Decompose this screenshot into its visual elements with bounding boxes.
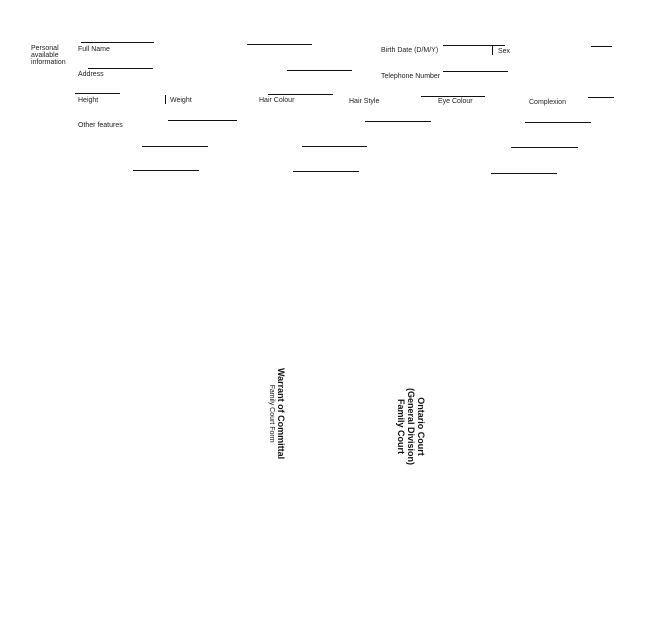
- extra-line-1b[interactable]: [302, 146, 367, 147]
- height-label: Height: [78, 97, 99, 104]
- address-line-2[interactable]: [287, 70, 352, 71]
- sex-line[interactable]: [591, 46, 612, 47]
- telephone-label: Telephone Number: [381, 73, 441, 80]
- court-division: (General Division): [406, 388, 416, 466]
- other-features-line-a[interactable]: [168, 120, 237, 121]
- court-branch: Family Court: [396, 399, 406, 455]
- extra-line-2b[interactable]: [293, 171, 359, 172]
- hair-colour-label: Hair Colour: [259, 97, 295, 104]
- personal-info-note: [31, 45, 66, 66]
- other-features-line-b[interactable]: [365, 121, 431, 122]
- birth-date-line[interactable]: [443, 45, 505, 46]
- birth-date-label: Birth Date (D/M/Y): [381, 47, 439, 54]
- extra-line-1a[interactable]: [142, 146, 208, 147]
- form-title-block: [267, 368, 286, 459]
- extra-line-2a[interactable]: [133, 170, 199, 171]
- complexion-line[interactable]: [588, 97, 614, 98]
- eye-colour-label: Eye Colour: [438, 98, 473, 105]
- personal-info-note-line-3: information: [31, 59, 66, 66]
- full-name-line-2[interactable]: [247, 44, 312, 45]
- full-name-line[interactable]: [81, 42, 154, 43]
- full-name-label: Full Name: [78, 46, 110, 53]
- hair-colour-line[interactable]: [268, 94, 333, 95]
- weight-divider: [165, 95, 166, 104]
- form-subtitle: Family Court Form: [268, 384, 275, 443]
- other-features-label: Other features: [78, 122, 123, 129]
- telephone-line[interactable]: [443, 71, 508, 72]
- birth-date-divider: [492, 45, 493, 55]
- eye-colour-line[interactable]: [421, 96, 485, 97]
- extra-line-2c[interactable]: [491, 173, 557, 174]
- personal-info-note-line-2: available: [31, 52, 59, 59]
- sex-label: Sex: [498, 48, 511, 55]
- hair-style-label: Hair Style: [349, 98, 380, 105]
- weight-label: Weight: [170, 97, 192, 104]
- other-features-line-c[interactable]: [525, 122, 591, 123]
- height-line[interactable]: [75, 93, 120, 94]
- complexion-label: Complexion: [529, 99, 566, 106]
- form-title: Warrant of Committal: [276, 368, 286, 460]
- court-name: Ontario Court: [416, 397, 426, 456]
- court-title-block: [396, 388, 426, 465]
- personal-info-note-line-1: Personal: [31, 45, 59, 52]
- address-line[interactable]: [88, 68, 153, 69]
- extra-line-1c[interactable]: [511, 147, 578, 148]
- address-label: Address: [78, 71, 104, 78]
